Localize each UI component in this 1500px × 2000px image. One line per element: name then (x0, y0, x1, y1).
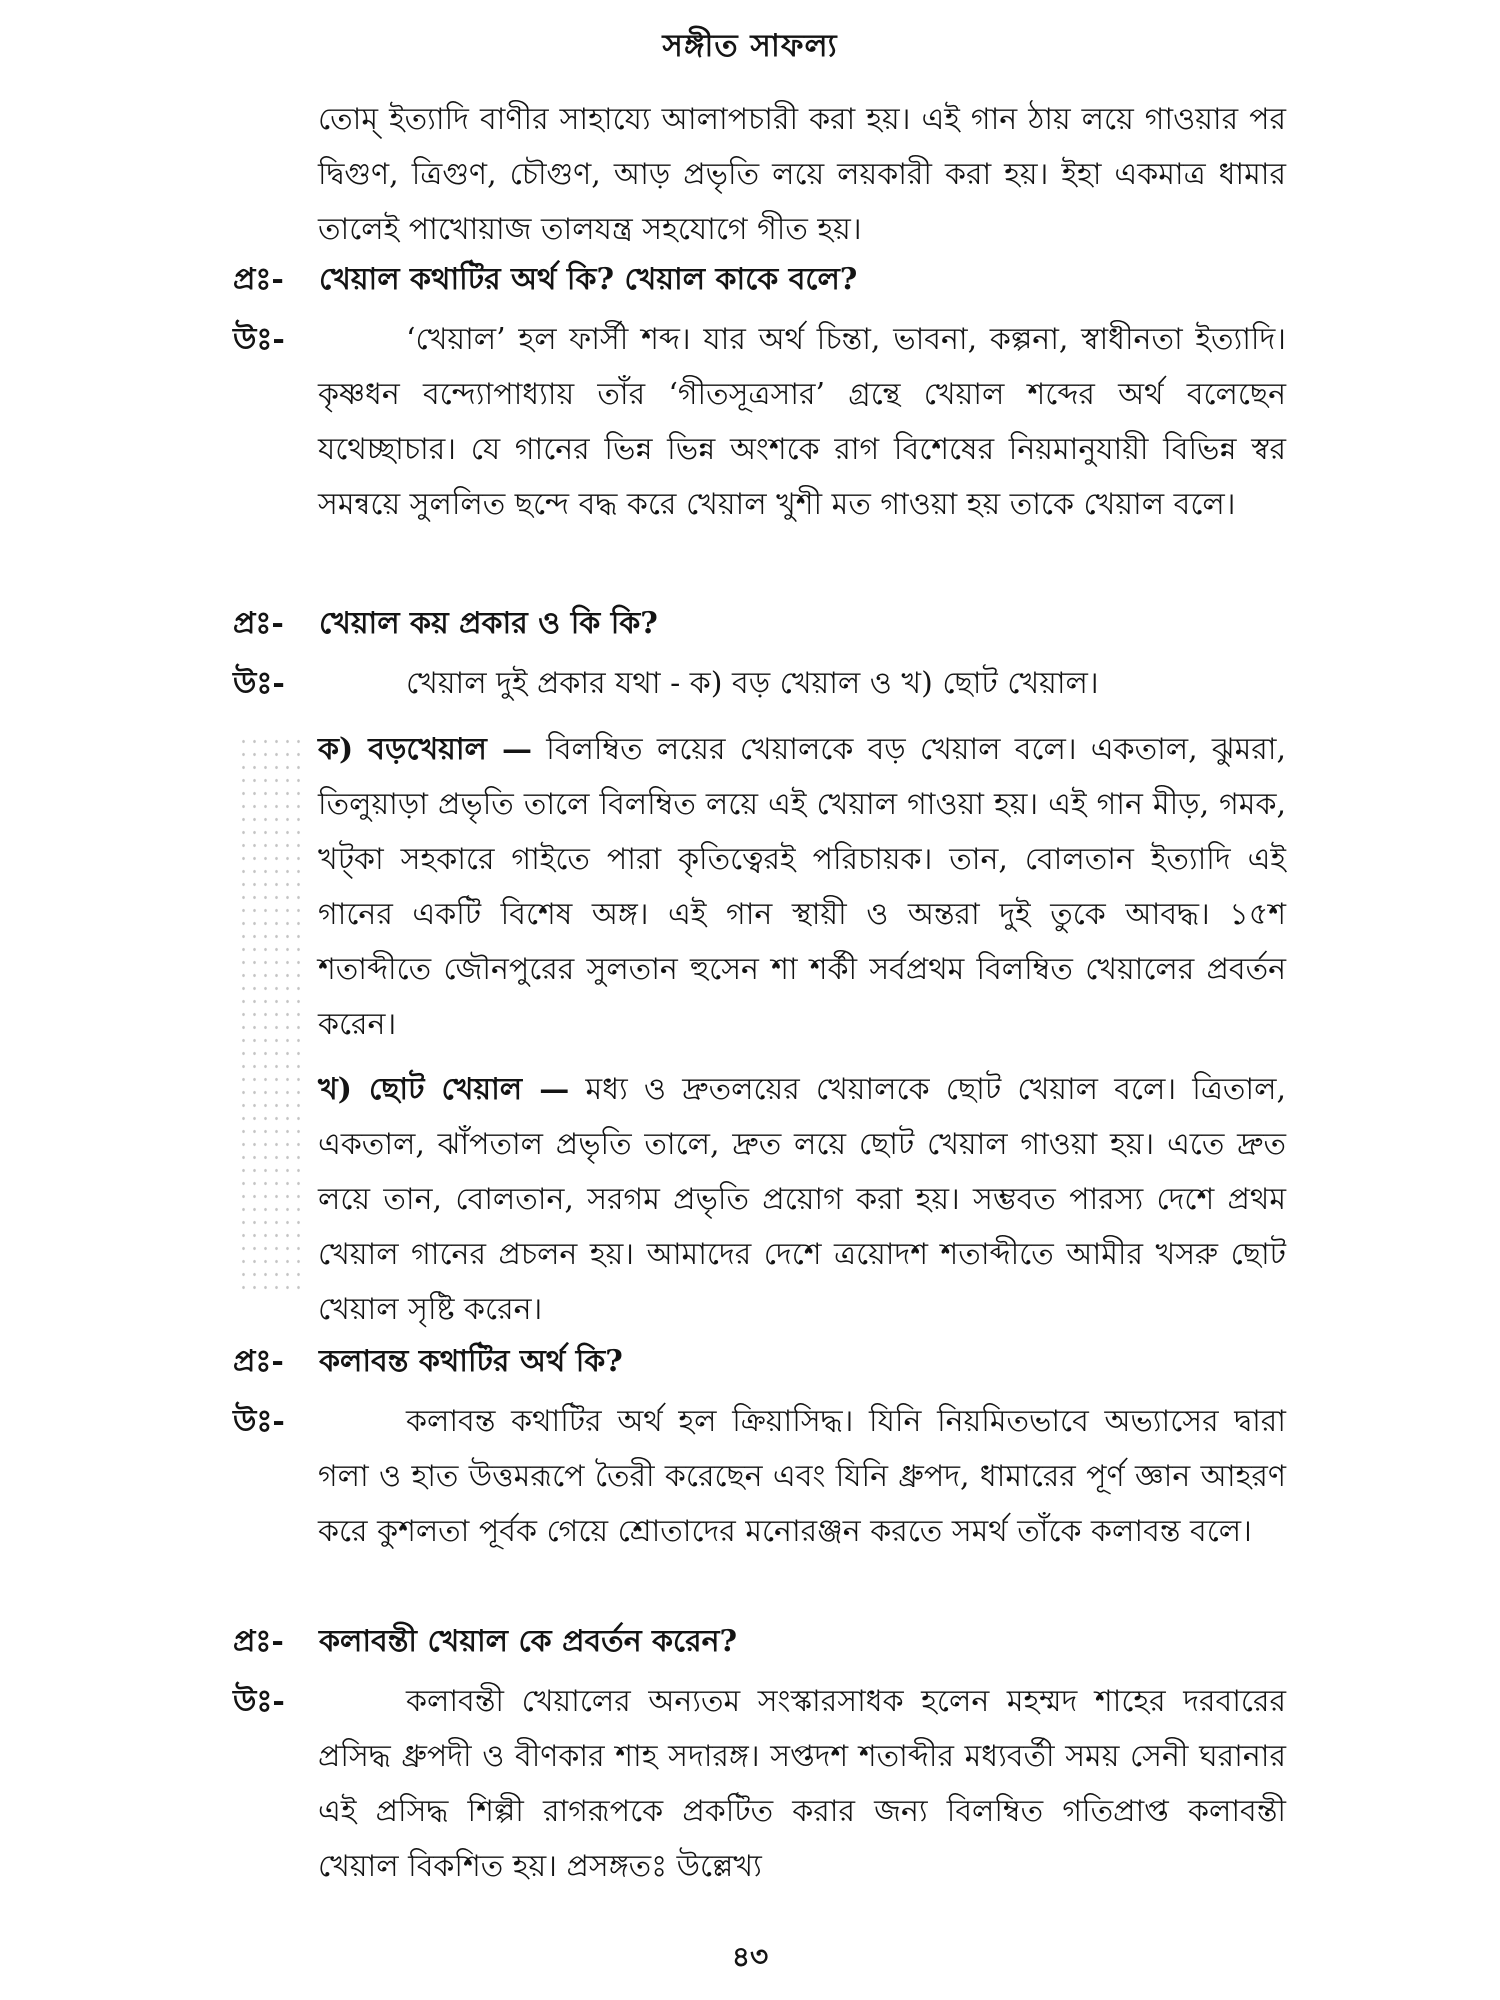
running-header: সঙ্গীত সাফল্য (662, 28, 838, 64)
question-label: প্রঃ- (233, 606, 284, 641)
sub-text-chhota-khayal: মধ্য ও দ্রুতলয়ের খেয়ালকে ছোট খেয়াল বলে। ত্রিতাল, একতাল, ঝাঁপতাল প্রভৃতি তালে, দ্রুত লয়ে ছোট খেয়াল গাওয়া হয়। এতে দ্রুত লয়ে তান, বোলতান, সরগম প্রভৃতি প্রয়োগ করা হয়। সম্ভবত পারস্য দেশে প্রথম খেয়াল গানের প্রচলন হয়। আমাদের দেশে ত্রয়োদশ শতাব্দীতে আমীর খসরু ছোট খেয়াল সৃষ্টি করেন। (318, 1072, 1286, 1327)
sub-section-chhota-khayal (318, 1062, 1286, 1337)
answer-label: উঃ- (233, 666, 285, 701)
sub-heading-bada-khayal: ক) বড়খেয়াল — (318, 732, 533, 767)
print-speckle (238, 735, 308, 1295)
question-1-text: খেয়াল কথাটির অর্থ কি? খেয়াল কাকে বলে? (319, 262, 858, 297)
answer-2 (233, 656, 1286, 711)
question-label: প্রঃ- (233, 262, 284, 297)
question-1 (233, 258, 1293, 302)
answer-4 (233, 1674, 1286, 1894)
question-label: প্রঃ- (233, 1624, 284, 1659)
answer-3 (233, 1394, 1286, 1559)
question-2-text: খেয়াল কয় প্রকার ও কি কি? (319, 606, 658, 641)
question-3 (233, 1340, 1293, 1384)
sub-heading-chhota-khayal: খ) ছোট খেয়াল — (318, 1072, 570, 1107)
intro-paragraph: তোম্ ইত্যাদি বাণীর সাহায্যে আলাপচারী করা হয়। এই গান ঠায় লয়ে গাওয়ার পর দ্বিগুণ, ত্রিগুণ, চৌগুণ, আড় প্রভৃতি লয়ে লয়কারী করা হয়। ইহা একমাত্র ধামার তালেই পাখোয়াজ তালযন্ত্র সহযোগে গীত হয়। (318, 102, 1286, 247)
sub-text-bada-khayal: বিলম্বিত লয়ের খেয়ালকে বড় খেয়াল বলে। একতাল, ঝুমরা, তিলুয়াড়া প্রভৃতি তালে বিলম্বিত লয়ে এই খেয়াল গাওয়া হয়। এই গান মীড়, গমক, খট্কা সহকারে গাইতে পারা কৃতিত্বেরই পরিচায়ক। তান, বোলতান ইত্যাদি এই গানের একটি বিশেষ অঙ্গ। এই গান স্থায়ী ও অন্তরা দুই তুকে আবদ্ধ। ১৫শ শতাব্দীতে জৌনপুরের সুলতান হুসেন শা শর্কী সর্বপ্রথম বিলম্বিত খেয়ালের প্রবর্তন করেন। (318, 732, 1287, 1042)
answer-1 (233, 312, 1286, 532)
page-number: ৪৩ (731, 1940, 769, 1973)
answer-label: উঃ- (233, 1684, 285, 1719)
question-3-text: কলাবন্ত কথাটির অর্থ কি? (319, 1344, 623, 1379)
question-4-text: কলাবন্তী খেয়াল কে প্রবর্তন করেন? (319, 1624, 738, 1659)
answer-2-text: খেয়াল দুই প্রকার যথা - ক) বড় খেয়াল ও খ) ছোট খেয়াল। (406, 666, 1099, 701)
answer-4-text: কলাবন্তী খেয়ালের অন্যতম সংস্কারসাধক হলেন মহম্মদ শাহের দরবারের প্রসিদ্ধ ধ্রুপদী ও বীণকার শাহ সদারঙ্গ। সপ্তদশ শতাব্দীর মধ্যবর্তী সময় সেনী ঘরানার এই প্রসিদ্ধ শিল্পী রাগরূপকে প্রকটিত করার জন্য বিলম্বিত গতিপ্রাপ্ত কলাবন্তী খেয়াল বিকশিত হয়। প্রসঙ্গতঃ উল্লেখ্য (318, 1684, 1286, 1884)
question-2 (233, 602, 1293, 646)
answer-label: উঃ- (233, 1404, 285, 1439)
answer-label: উঃ- (233, 322, 285, 357)
question-4 (233, 1620, 1293, 1664)
question-label: প্রঃ- (233, 1344, 284, 1379)
answer-3-text: কলাবন্ত কথাটির অর্থ হল ক্রিয়াসিদ্ধ। যিনি নিয়মিতভাবে অভ্যাসের দ্বারা গলা ও হাত উত্তমরূপে তৈরী করেছেন এবং যিনি ধ্রুপদ, ধামারের পূর্ণ জ্ঞান আহরণ করে কুশলতা পূর্বক গেয়ে শ্রোতাদের মনোরঞ্জন করতে সমর্থ তাঁকে কলাবন্ত বলে। (318, 1404, 1286, 1549)
answer-1-text: ‘খেয়াল’ হল ফার্সী শব্দ। যার অর্থ চিন্তা, ভাবনা, কল্পনা, স্বাধীনতা ইত্যাদি। কৃষ্ণধন বন্দ্যোপাধ্যায় তাঁর ‘গীতসূত্রসার’ গ্রন্থে খেয়াল শব্দের অর্থ বলেছেন যথেচ্ছাচার। যে গানের ভিন্ন ভিন্ন অংশকে রাগ বিশেষের নিয়মানুযায়ী বিভিন্ন স্বর সমন্বয়ে সুললিত ছন্দে বদ্ধ করে খেয়াল খুশী মত গাওয়া হয় তাকে খেয়াল বলে। (318, 322, 1286, 522)
sub-section-bada-khayal (318, 722, 1286, 1052)
